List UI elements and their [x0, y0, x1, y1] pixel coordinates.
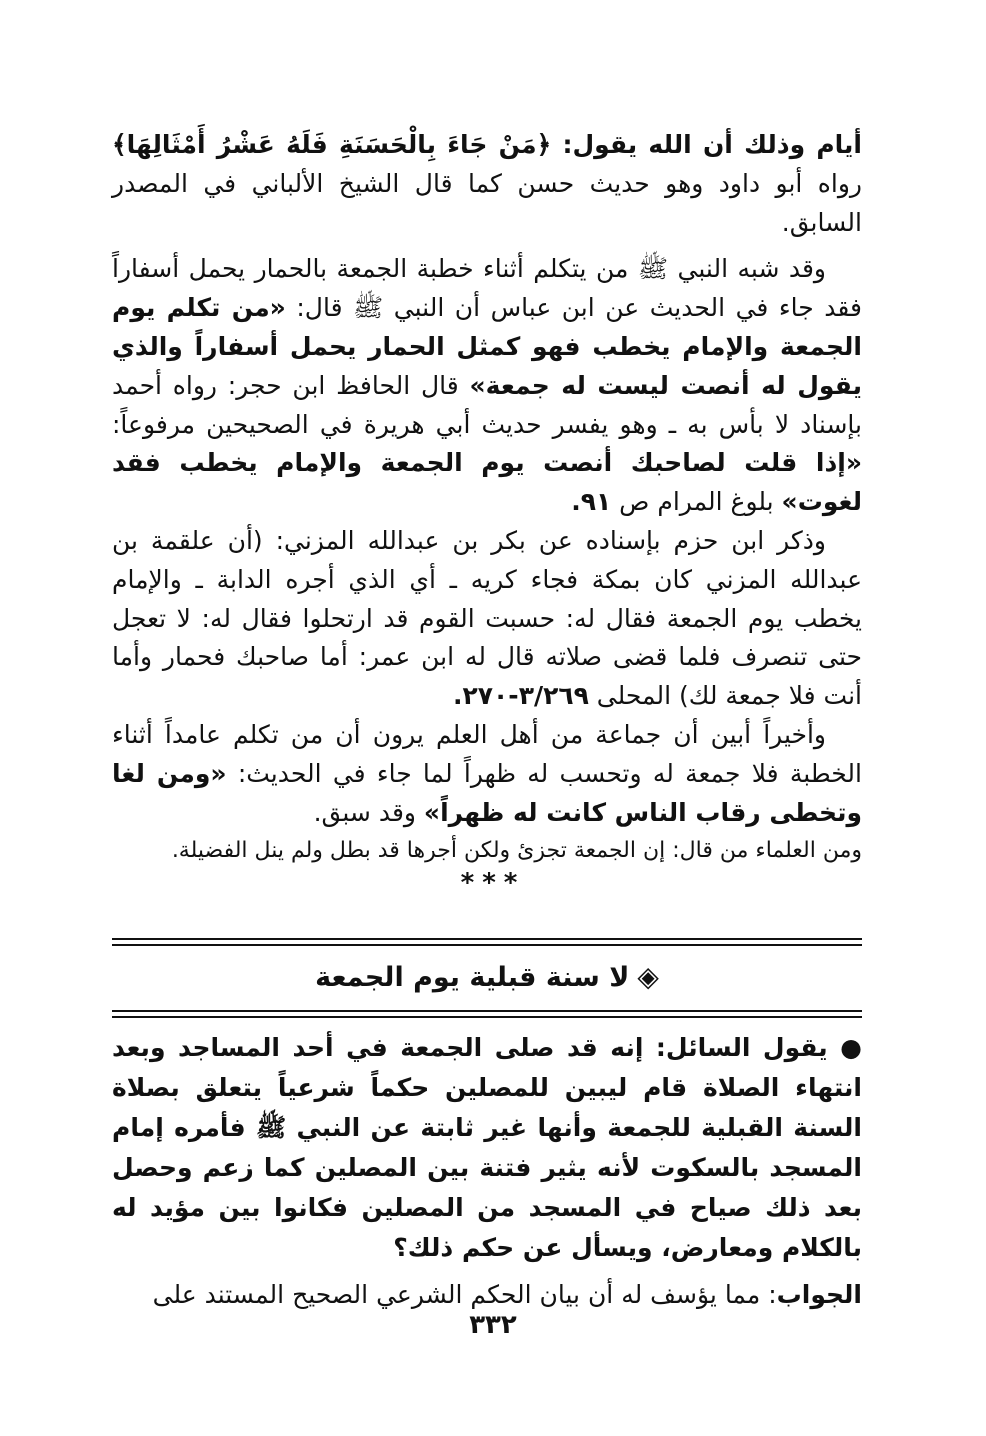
hadith-quote: «ومن لغا وتخطى رقاب الناس كانت له ظهراً» [112, 758, 862, 827]
reference-number: ٩١. [571, 487, 612, 517]
diamond-icon: ◈ [637, 960, 659, 993]
text-span: وذكر ابن حزم بإسناده عن بكر بن عبدالله المزني: (أن علقمة بن عبدالله المزني كان بمكة فجاء كريه ـ أي الذي أجره الدابة ـ والإمام يخطب يوم الجمعة فقال له: حسبت القوم قد ارتحلوا فقال له: لا تعجل حتى تنصرف فلما قضى صلاته قال له ابن عمر: أما صاحبك فحمار وأما أنت فلا جمعة لك) المحلى [112, 525, 862, 711]
page-number: ٣٣٢ [469, 1310, 517, 1340]
text-span: ومن العلماء من قال: إن الجمعة تجزئ ولكن أجرها قد بطل ولم ينل الفضيلة. [171, 838, 862, 864]
hadith-quote: «إذا قلت لصاحبك أنصت يوم الجمعة والإمام يخطب فقد لغوت» [112, 448, 862, 517]
quran-verse: أيام وذلك أن الله يقول: ﴿مَنْ جَاءَ بِالْحَسَنَةِ فَلَهُ عَشْرُ أَمْثَالِهَا﴾ [112, 130, 862, 159]
question-text: ● يقول السائل: إنه قد صلى الجمعة في أحد المساجد وبعد انتهاء الصلاة قام ليبين للمصلين حكماً شرعياً يتعلق بصلاة السنة القبلية للجمعة وأنها غير ثابتة عن النبي ﷺ فأمره إمام المسجد بالسكوت لأنه يثير فتنة بين المصلين كما زعم وحصل بعد ذلك صياح في المسجد من المصلين فكانوا بين مؤيد له بالكلام ومعارض، ويسأل عن حكم ذلك؟ [112, 1033, 862, 1262]
body-text [112, 126, 862, 871]
paragraph-1 [112, 126, 862, 242]
paragraph-4 [112, 716, 862, 832]
answer-label: الجواب [776, 1280, 862, 1309]
reference-number: ٣/٢٦٩-٢٧٠. [453, 681, 589, 711]
text-span: : مما يؤسف له أن بيان الحكم الشرعي الصحيح المستند على [152, 1280, 777, 1309]
text-span: وقد شبه النبي ﷺ من يتكلم أثناء خطبة الجمعة بالحمار يحمل أسفاراً فقد جاء في الحديث عن ابن عباس أن النبي ﷺ قال: [112, 254, 862, 323]
section-title: لا سنة قبلية يوم الجمعة [315, 962, 630, 993]
paragraph-3 [112, 522, 862, 716]
hadith-quote: «من تكلم يوم الجمعة والإمام يخطب فهو كمثل الحمار يحمل أسفاراً والذي يقول له أنصت ليست له جمعة» [112, 293, 862, 400]
paragraph-2 [112, 250, 862, 522]
answer-text [112, 1276, 862, 1315]
section-heading [112, 960, 862, 993]
text-span: وقد سبق. [313, 797, 424, 827]
paragraph-5 [112, 832, 862, 871]
text-span: رواه أبو داود وهو حديث حسن كما قال الشيخ الألباني في المصدر السابق. [112, 168, 862, 237]
bottom-double-rule [112, 1010, 862, 1022]
text-span: قال الحافظ ابن حجر: رواه أحمد بإسناد لا بأس به ـ وهو يفسر حديث أبي هريرة في الصحيحين مرفوعاً: [112, 370, 862, 439]
question-block [112, 1028, 862, 1315]
separator-stars: *** [460, 868, 526, 898]
text-span: بلوغ المرام ص [611, 487, 782, 517]
text-span: وأخيراً أبين أن جماعة من أهل العلم يرون أن من تكلم عامداً أثناء الخطبة فلا جمعة له وتحسب له ظهراً لما جاء في الحديث: [112, 719, 862, 788]
top-double-rule [112, 938, 862, 950]
